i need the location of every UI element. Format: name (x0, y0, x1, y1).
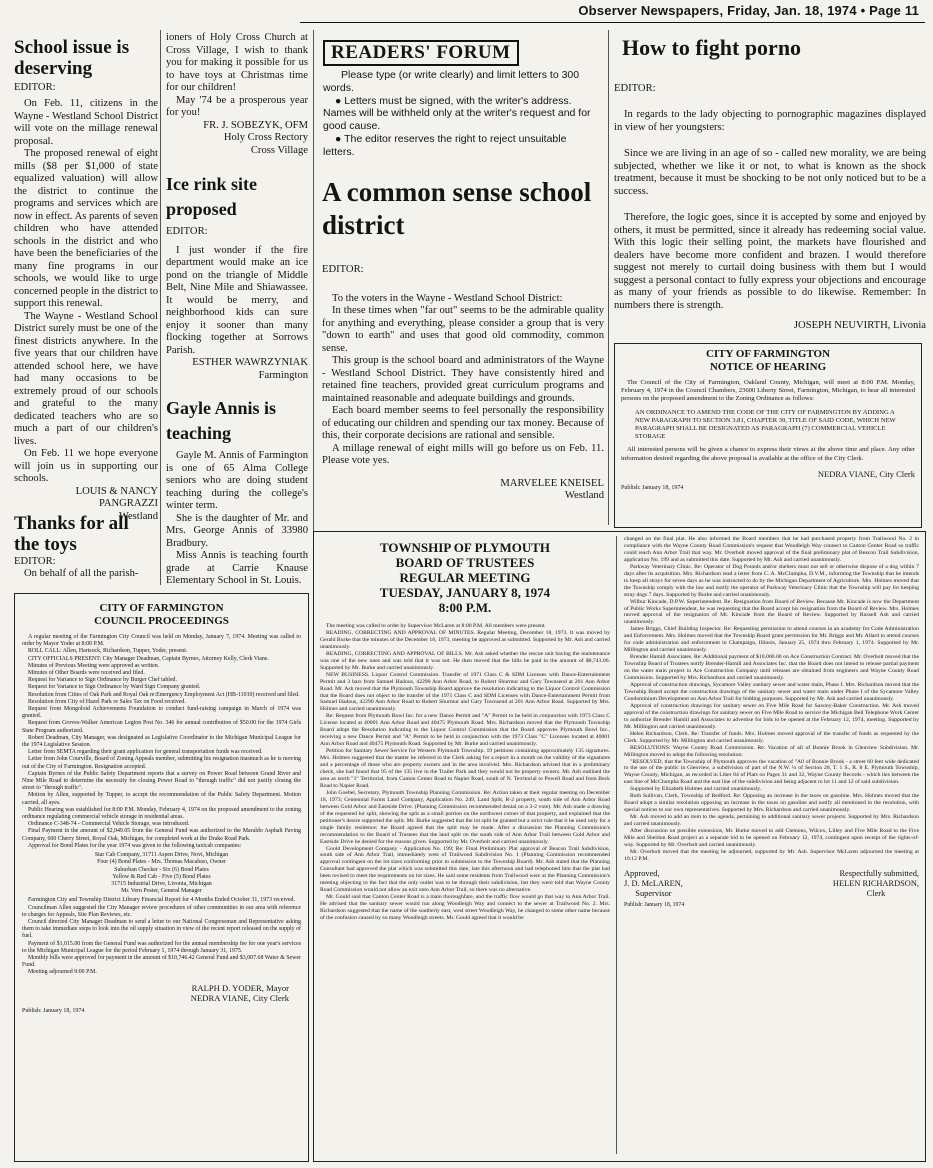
editor-label: EDITOR: (322, 264, 364, 275)
paragraph: Council directed City Manager Deadman to send a letter to our National Congressman and Representative asking them to take immediate steps to look into the oil supply situation in view of the recent report released on the supply of fuel. (22, 918, 301, 940)
signature-line: Farmington (258, 369, 308, 381)
title-line: NOTICE OF HEARING (709, 361, 827, 373)
paragraph: RESOLUTIONS: Wayne County Road Commission. Re: Vacation of all of Bonnie Brook in Glenview Subdivision. Mr. Millington moved to adopt the following resolution: (624, 744, 919, 758)
signature-line: Westland (118, 510, 158, 522)
paragraph: Letter from John Courville, Board of Zoning Appeals member, submitting his resignation inasmuch as he is moving out of the City of Farmington. Resignation accepted. (22, 756, 301, 770)
paragraph: ROLL CALL: Allen, Hartsock, Richardson, Tupper, Yoder, present. (28, 648, 188, 655)
paragraph: A regular meeting of the Farmington City Council was held on Monday, January 7, 1974. Meeting was called to order by Mayor Yoder at 8:00 P.M. (22, 634, 301, 648)
signature-line: Supervisor (635, 888, 672, 898)
signature-line: LOUIS & NANCY (75, 485, 158, 497)
signature-line: Respectfully submitted, (839, 868, 919, 878)
proceedings-body (22, 634, 301, 977)
headline: Gayle Annis is teaching (166, 398, 277, 443)
forum-rule (323, 133, 594, 159)
signature-line: HELEN RICHARDSON, (832, 878, 919, 888)
paragraph: In regards to the lady objecting to pornographic magazines displayed in view of her youngsters: (614, 109, 926, 133)
signature-line: RALPH D. YODER, Mayor (191, 982, 289, 993)
publish-date: Publish: January 18, 1974 (624, 901, 685, 908)
paragraph: Payment of $1,015.00 from the General Fund was authorized for the annual membership fee for one year's services to the Michigan Municipal League for the period February 1, 1974 through January 31, 1975. (22, 940, 301, 954)
paragraph: AN ORDINANCE TO AMEND THE CODE OF THE CITY OF FARMINGTON BY ADDING A NEW PARAGRAPH TO SECTION 3.81, CHAPTER 39, TITLE OF SAID CODE, WHICH NEW PARAGRAPH SHALL BE DESIGNATED AS PARAGRAPH (7) COMMERCIAL VEHICLE STORAGE (635, 408, 896, 441)
paragraph: Approval of construction drawings for sanitary sewer on Five Mile Road for Saxony-Baker Construction. Mr. Ash moved approval of the construction drawings for sanitary sewer on Five Mile Road to service the Michigan Bell Telephone Work Center to authorize Brender Hamill and Associates to advertise for bids to be opened at the February 12, 1974, meeting. Supported by Mr. Millington and carried unanimously. (624, 702, 919, 730)
paragraph: James Briggs, Chief Building Inspector. Re: Requesting permission to attend courses in an academy for Code Administration and Enforcement. Mrs. Holmes moved that the Township Board grant permission for Mr. Briggs and Mr. Allard to attend courses for code administration and enforcement in Champaign, Illinois, January 25, 1974 thru February 1, 1974. Supported by Mr. Millington and carried unanimously. (624, 626, 919, 654)
editor-label: EDITOR: (166, 226, 208, 237)
paragraph: "RESOLVED, that the Township of Plymouth approves the vacation of "All of Bonnie Brook - a street 60 feet wide dedicated to the use of the public in Glenview, a subdivision of part of the N.W. ¼ of Section 28, T. 1 S., R. 8 E. Plymouth Township, Wayne County, Michigan, as recorded in Liber 84 of Plats on Pages 31 and 32, Wayne County Records - which lies between the east line of McClumpha Road and the east line of the subdivision and being adjacent to lot 11 and 12 of said subdivision. (624, 758, 919, 786)
paragraph: Captain Byrnes of the Public Safety Department reports that a survey on Power Road between Grand River and Nine Mile Road to determine the necessity for closing Power Road to "through traffic" did not justify closing the street to "through traffic". (22, 770, 301, 792)
plymouth-column-left (320, 536, 610, 1156)
paragraph: Goold Development Company - Application No. 199; Re: Final Preliminary Plat approval of Beacon Trail Subdivision, south side of Ann Arbor Trail, immediately west of Trailwood Subdivision No. 1 (Planning Commission recommended approval contingent on the lot sizes conforming prior to submission to the Township Board). Mr. Ash stated that the Planning Consultant had approved the plat which was submitted this date, late this afternoon and had telephoned him that the plat had been revised to meet the requirements on lot sizes. He said some residents from Trailwood were at the Planning Commission's meeting objecting to the fact that the only outlet was to be through their subdivision, but they were told that Wayne County Road Commission would not allow an exit onto Ann Arbor Trail, so there was no alternative. (320, 845, 610, 894)
letter-holy-cross (166, 32, 308, 162)
letter-ice-rink (166, 172, 308, 387)
paragraph: All interested persons will be given a chance to express their views at the above time and place. Any other information desired regarding the above proposal is available at the office of the City Clerk. (621, 446, 915, 462)
bullet-icon: ● (335, 132, 345, 145)
headline: Ice rink site proposed (166, 174, 257, 219)
taxi-list (22, 852, 301, 895)
paragraph: May '74 be a prosperous year for you! (166, 94, 308, 118)
paragraph: A millage renewal of eight mills will go before us on Feb. 11. Please vote yes. (322, 442, 604, 466)
taxi-line: Four (4) Bond Plates - Mrs. Thomas Macaluso, Owner (97, 859, 226, 866)
notice-title (621, 348, 915, 374)
paragraph: Ordinance C-348-74 - Commercial Vehicle Storage, was introduced. (28, 821, 190, 828)
page-header: Observer Newspapers, Friday, Jan. 18, 1974 • Page 11 (578, 3, 919, 18)
letter-school-issue (14, 37, 158, 522)
title-line: REGULAR MEETING (399, 570, 531, 585)
editor-label: EDITOR: (14, 81, 56, 93)
paragraph: Parkway Veterinary Clinic. Re: Operator of Dog Pounds and/or shelters must not sell or otherwise dispose of a dog within 7 days after its acquisition. Mrs. Richardson read a letter from C. A. McClumpha, D.V.M., informing the Township that he intends to keep all strays for seven days as he was instructed to do by the Michigan Department of Agriculture. Mrs. Holmes moved that the Township comply with the law and notify the operator of Parkway Veterinary Clinic that the Township will pay for keeping stray dogs 7 days. Supported by Burke and carried unanimously. (624, 563, 919, 598)
signature (322, 478, 604, 503)
paragraph: The Wayne - Westland School District surely must be one of the finest districts anywhere. In the five years that our children have attended school here, we have had many occasions to be extremely proud of our schools and grateful to the many dedicated teachers who are so much a part of our children's lives. (14, 310, 158, 447)
title-line: TUESDAY, JANUARY 8, 1974 (379, 585, 551, 600)
publish-date: Publish: January 18, 1974 (22, 1007, 85, 1014)
plymouth-body-left (320, 623, 610, 922)
paragraph: The proposed renewal of eight mills ($8 per $1,000 of state equalized valuation) will allow the district to continue the programs and services which are now in effect. As parents of seven children who have attended schools in the district and who have been the beneficiaries of the many fine programs in our schools, we would like to urge concerned people in the district to support this renewal. (14, 148, 158, 310)
signature: JOSEPH NEUVIRTH, Livonia (793, 320, 926, 332)
signature-line: MARVELEE KNEISEL (500, 477, 604, 489)
taxi-line: 31715 Industrial Drive, Livonia, Michigan (111, 880, 212, 887)
letter-common-sense (322, 176, 604, 526)
paragraph: She is the daughter of Mr. and Mrs. George Annis of 33980 Bradbury. (166, 512, 308, 549)
signature-line: Clerk (866, 888, 886, 898)
signature-line: FR. J. SOBEZYK, OFM (203, 119, 308, 131)
paragraph: NEW BUSINESS. Liquor Control Commission. Transfer of 1971 Class C & SDM Licenses with Dance-Entertainment Permit and 3 bars from Samuel Hadous, 42290 Ann Arbor Road, to Robert Shurmur and Gary Townsend at 201 Ann Arbor Road. Mr. Ash moved that the Plymouth Township Board approve the resolution indicating to the Liquor Control Commission that the Board does not object to the transfer of the 1971 Class C and SDM Licenses with Dance-Entertainment Permit from Samuel Hadous, 42290 Ann Arbor Road to Robert Shurmur and Gary Townsend at 201 Ann Arbor Road. Supported by Mrs. Holmes and carried unanimously. (320, 671, 610, 713)
signature-line: Holy Cross Rectory (223, 132, 308, 143)
paragraph: Request from Mongoloid Achievements Foundation to conduct fund-raising campaign in March of 1974 was granted. (22, 706, 301, 720)
paragraph: Councilman Allen suggested the City Manager review procedures of other communities in our area with reference to charges for Appeals, Site Plan Reviews, etc. (22, 904, 301, 918)
paragraph: Miss Annis is teaching fourth grade at Carrie Knause Elementary School in St. Louis. (166, 550, 308, 586)
signature-line: NEDRA VIANE, City Clerk (190, 993, 289, 1004)
paragraph: I just wonder if the fire department would make an ice pond on the triangle of Middle Belt, Nine Mile and Shiawassee. It would be merry, and neighborhood kids can sure enjoy it sooner than many flocking together at Sorrows Parish. (166, 244, 308, 356)
paragraph: To the voters in the Wayne - Westland School District: (332, 292, 563, 304)
publish-date: Publish: January 18, 1974 (621, 484, 684, 491)
paragraph: Letter from SEMTA regarding their grant application for general transportation funds was received. (28, 749, 263, 756)
title-line: 8:00 P.M. (438, 600, 492, 615)
paragraph: The meeting was called to order by Supervisor McLaren at 8:00 P.M. All members were present. (326, 623, 546, 629)
paragraph: Request from Groves-Walker American Legion Post No. 346 for annual contribution of $50.00 for the 1974 Girls State Program authorized. (22, 720, 301, 734)
paragraph: Request for Variance to Sign Ordinance by Ward Sign Company granted. (28, 684, 201, 691)
paragraph: Mr. Ash moved to add an item to the agenda, pertaining to additional sanitary sewer projects. Supported by Mrs. Richardson and carried unanimously. (624, 814, 919, 828)
letter-thanks-toys (14, 510, 158, 585)
column-rule (160, 30, 161, 585)
header-rule (300, 22, 925, 23)
title-line: CITY OF FARMINGTON (705, 348, 831, 360)
paragraph: Meeting adjourned 9:00 P.M. (28, 969, 97, 976)
plymouth-body-right (624, 536, 919, 863)
letter-fight-porno (614, 36, 926, 336)
taxi-line: Mr. Vern Poster, General Manager (121, 888, 202, 895)
editor-label: EDITOR: (14, 555, 56, 567)
paragraph: Final Payment in the amount of $2,049.05 from the General Fund was authorized to the Maraldo Asphalt Paving Company, 600 Cherry Street, Royal Oak, Michigan, for completed work at the Drake Road Park. (22, 828, 301, 842)
paragraph: Approval for Bond Plates for the year 1974 was given to the following taxicab companies: (28, 842, 242, 849)
signature (166, 120, 308, 158)
proceedings-signature (22, 983, 301, 1004)
signature-line: J. D. McLAREN, (624, 878, 683, 888)
signature-line: Cross Village (250, 144, 308, 156)
paragraph: On Feb. 11, citizens in the Wayne - Westland School District will vote on the millage renewal proposal. (14, 98, 158, 147)
paragraph: Wilbur Kincade, D.P.W. Superintendent. Re: Resignation from Board of Review. Because Mr. Kincade is now the Department of Public Works Superintendent, he was requesting that the Board accept his resignation from the Board of Review. Mrs. Holmes moved approval of the resignation of Mr. Kincade from the Board of Review. Supported by Russell Ash and carried unanimously. (624, 598, 919, 626)
council-proceedings (14, 593, 309, 1162)
headline: Thanks for all the toys (14, 513, 129, 556)
headline: How to fight porno (622, 35, 802, 60)
paragraph: changed on the final plat. He also informed the Board members that he had purchased property from Trailwood No. 2 in compliance with the Wayne County Road Commission's request that Woodleigh Way connect to Canton Center Road so traffic could reach Ann Arbor Trail that way. Mr. Overholt moved approval of the final preliminary plat of Beacon Trail Subdivision, application No. 199 and as submitted this date. Supported by Mr. Ash and carried unanimously. (624, 536, 919, 563)
title-line: BOARD OF TRUSTEES (395, 555, 535, 570)
paragraph: Helen Richardson, Clerk. Re: Transfer of funds. Mrs. Holmes moved approval of the transfer of funds as requested by the Clerk. Supported by Mr. Millington and carried unanimously. (624, 730, 919, 744)
taxi-line: Star Cab Company, 31711 Aspen Drive, Novi, Michigan (94, 852, 229, 859)
headline: School issue is deserving (14, 37, 130, 80)
plymouth-title (320, 540, 610, 615)
letter-body (14, 98, 158, 486)
paragraph: Re: Request from Plymouth Bowl Inc. for a new Dance Permit and "A" Permit to be held in conjunction with 1973 Class C License located at 40001 Ann Arbor Road and 40475 Plymouth Road. Mrs. Richardson moved that the Plymouth Township Board adopt the Resolution indicating to the Liquor Control Commission that the Board approves Plymouth Bowl Inc., receiving a new Dance Permit and "A" Permit to be held in conjunction with the 1973 Class "C" Licenses located at 40001 Ann Arbor Road and 40475 Plymouth Road. Supported by Mr. Burke and carried unanimously. (320, 713, 610, 748)
signature-line: ESTHER WAWRZYNIAK (192, 357, 308, 368)
forum-rule-text: Letters must be signed, with the writer's address. Names will be withheld only at the writer's request and for good cause. (323, 94, 591, 133)
paragraph: Therefore, the logic goes, since it is accepted by some and enjoyed by others, it must be permitted, since it already has redeeming social value. With this logic their selling point, the markets have flourished and dealers have become more confident and brazen. I would therefore suggest not merely to curtail doing business with them but I would suggest a personal contact to fully express your objections and encourage as many of your friends as possible to do likewise. Remember: In numbers there is strength. (614, 212, 926, 311)
plymouth-proceedings (313, 531, 926, 1162)
column-rule (313, 30, 314, 585)
editor-label: EDITOR: (614, 82, 656, 94)
plymouth-signatures (624, 869, 919, 899)
signature-line: PANGRAZZI (98, 498, 158, 510)
paragraph: In these times when "far out" seems to be the admirable quality for anything and everything, please consider a group that is very "down to earth" and uses that good old commodity, common sense. (322, 305, 604, 354)
paragraph: After discussion on possible extensions, Mr. Burke moved to add Clemons, Wilcox, Lilley and Five Mile Road to the Five Mile and Sheldon Road project as a separate bid to be opened on February 12, 1974, contingent upon receipt of the rights-of-way. Supported by Mr. Overholt and carried unanimously. (624, 828, 919, 848)
title-line: CITY OF FARMINGTON (99, 602, 224, 614)
paragraph: Each board member seems to feel personally the responsibility of educating our children and spending our tax money. Because of this, their corporate decisions are rational and sensible. (322, 405, 604, 441)
paragraph: Public Hearing was established for 8:00 P.M. Monday, February 4, 1974 on the proposed amendment to the zoning ordinance regulating commercial vehicle storage in residential areas. (22, 806, 301, 821)
forum-rules (323, 69, 594, 159)
paragraph: Supported by Elizabeth Holmes and carried unanimously. (630, 786, 762, 793)
paragraph: Since we are living in an age of so - called new morality, we are being subjected, whether we like it or not, to what is known as the shock treatment, because it must be shocking to be not only noticed but to be a success. (614, 148, 926, 197)
paragraph: John Goebel, Secretary, Plymouth Township Planning Commission. Re: Action taken at their regular meeting on December 18, 1973; Centennial Farms Land Company, Application No. 249, Land Split, R-2 property, south side of Ann Arbor Road between Gold Arbor and Eastside Drive. (Planning Commission recommended denial on a 3-2 vote). Mr. Ash made a drawing of the requested lot split, showing the split as a small portion on the northwest corner of that property, and explained that the petitioner's desire supported the split. Mr. Burke suggested that the lot split be granted but a strict rule that it be used only for a single family residence; the Board agreed that the split may be made. After a discussion the Planning Commission's recommendation to the Board of Trustees that the land split on the south side of Ann Arbor Trail between Gold Arbor and Eastside Drive be denied for the reasons given. Supported by Mr. Overholt and carried unanimously. (320, 789, 610, 845)
article-gayle-annis (166, 396, 308, 586)
signature-submitted (833, 869, 919, 899)
signature-line: Approved, (624, 868, 660, 878)
paragraph: Minutes of Other Boards were received and filed. (28, 670, 145, 677)
taxi-line: Yellow & Red Cab - Five (5) Bond Plates (112, 873, 211, 880)
forum-rule: Please type (or write clearly) and limit letters to 300 words. (323, 69, 580, 94)
title-line: COUNCIL PROCEEDINGS (94, 615, 229, 627)
forum-rule-text: The editor reserves the right to reject unsuitable letters. (323, 132, 567, 158)
paragraph: Approval of construction drawings, Sycamore Valley sanitary sewer and water main, Phase I. Mrs. Richardson moved that the Township Board accept the construction drawings of the sanitary sewer and water main under Phase I of the Sycamore Valley Condominium Development on Ann Arbor Trail for bidding purposes. Supported by Mr. Ash and carried unanimously. (624, 682, 919, 702)
paragraph: Petition for Sanitary Sewer Service for Western Plymouth Township. 19 petitions containing approximately 135 signatures. Mrs. Holmes suggested that the matter be referred to the Clerk asking for a report in a month on the validity of the signatures and a percentage of those who are property owners and in the area involved. Mrs. Richardson advised that in a preliminary check, she had found that 95 of the 135 live in the Trailer Park and they would not be property owners. Mr. Ash outlined the area as north "1" Territorial, from Canton Center Road to Napier Road, south of N. Territorial to Powell Road and from Beck Road to Napier Road. (320, 748, 610, 789)
paragraph: READING, CORRECTING AND APPROVAL OF MINUTES. Regular Meeting, December 18, 1973. It was moved by Gerald Burke that the minutes of the December 18, 1973, meeting be approved as submitted. Supported by Mr. Ash and carried unanimously. (320, 629, 610, 650)
paragraph: Gayle M. Annis of Farmington is one of 65 Alma College seniors who are doing student teaching during the college's winter term. (166, 450, 308, 511)
taxi-line: Suburban Checker - Six (6) Bond Plates (114, 866, 209, 873)
signature-line: Westland (564, 490, 604, 501)
paragraph: On behalf of all the parish- (24, 568, 139, 580)
paragraph: Minutes of Previous Meeting were approved as written. (28, 662, 160, 669)
paragraph: Mr. Overholt moved that the meeting be adjourned, supported by Mr. Ash. Supervisor McLaren adjourned the meeting at 10:12 P.M. (624, 848, 919, 862)
paragraph: Motion by Allen, supported by Tupper, to accept the recommendation of the Public Safety Department. Motion carried, all ayes. (22, 792, 301, 806)
paragraph: On Feb. 11 we hope everyone will join us in supporting our schools. (14, 448, 158, 485)
paragraph: The Council of the City of Farmington, Oakland County, Michigan, will meet at 8:00 P.M. Monday, February 4, 1974 in the Council Chambers, 23600 Liberty Street, Farmington, Michigan, to hear all interested persons on the proposed amendment to the Zoning Ordinance as follows: (621, 379, 915, 403)
paragraph: Robert Deadman, City Manager, was designated as Legislative Coordinator to the Michigan Municipal League for the 1974 Legislative Session. (22, 734, 301, 749)
paragraph: Request for Variance to Sign Ordinance by Burger Chef tabled. (28, 677, 177, 684)
title-line: TOWNSHIP OF PLYMOUTH (380, 540, 550, 555)
column-rule (616, 536, 617, 1154)
paragraph: Brender Hamill Associates. Re: Additional payment of $10,000.00 on Ace Construction Contract. Mr. Overholt moved that the Township Board of Trustees notify Brender-Hamill and Associates Inc. that the Board does not intend to release partial payment on the water main project to Ace Construction Company until releases are obtained from engineers and Wayne County Road Commission. Supported by Mrs. Richardson and carried unanimously. (624, 654, 919, 682)
paragraph: This group is the school board and administrators of the Wayne - Westland School District. They have consistently hired and retained fine teachers, provided great curriculum programs and maintained reasonable and adequate buildings and grounds. (322, 355, 604, 404)
notice-of-hearing (614, 343, 922, 528)
headline: A common sense school district (322, 177, 592, 240)
signature (166, 357, 308, 382)
paragraph: Ruth Sullivan, Clerk, Township of Redford. Re: Opposing an increase in the taxes on gasoline. Mrs. Holmes moved that the Board adopt a similar resolution opposing an increase in the taxes on gasoline and notify all mentioned in the resolution, with special notices to our own representatives. Supported by Mrs. Richardson and carried unanimously. (624, 793, 919, 814)
plymouth-column-right (624, 536, 919, 1156)
paragraph: Farmington City and Township District Library Financial Report for 4 Months Ended October 31, 1973 received. (28, 897, 295, 904)
readers-forum-box (323, 40, 594, 158)
forum-rule (323, 95, 594, 133)
paragraph: CITY OFFICIALS PRESENT: City Manager Deadman, Captain Byrnes, Attorney Kelly, Clerk Viane. (28, 655, 269, 662)
paragraph: Resolution from Cities of Oak Park and Royal Oak re:Emergency Employment Act (HB-11010) received and filed. (28, 691, 300, 698)
column-rule (608, 30, 609, 525)
forum-title: READERS' FORUM (323, 40, 519, 66)
paragraph: Monthly bills were approved for payment in the amount of $10,746.42 General Fund and $3,007.68 Water & Sewer Fund. (22, 954, 301, 969)
proceedings-title (22, 602, 301, 628)
paragraph: Mr. Gould said that Canton Center Road is a main thoroughfare, and the traffic flow would go that way to Ann Arbor Trail. He advised that the sanitary sewer would run along Woodleigh Way and connect to the sewer at Trailwood No. 2. Mrs. Richardson suggested that the name of the southerly east, west street Woodleigh Way, be changed to some other name because of the confusion caused by so many Woodleigh streets. Mr. Gould agreed that it would be (320, 894, 610, 922)
paragraph: Resolution from City of Hazel Park re Sales Tax on Food received. (28, 698, 186, 705)
bullet-icon: ● (335, 94, 345, 107)
signature-approved (624, 869, 683, 899)
paragraph: READING, CORRECTING AND APPROVAL OF BILLS. Mr. Ash asked whether the rescue unit having the maintenance was one of the new ones and was told that it was not. He then moved that the bills be paid in the amount of $8,743.06. Supported by Mr. Burke and carried unanimously. (320, 650, 610, 671)
paragraph: ioners of Holy Cross Church at Cross Village, I wish to thank you for making it possible for us to have toys at Christmas time for our children! (166, 32, 308, 93)
notice-signature: NEDRA VIANE, City Clerk (817, 468, 915, 479)
